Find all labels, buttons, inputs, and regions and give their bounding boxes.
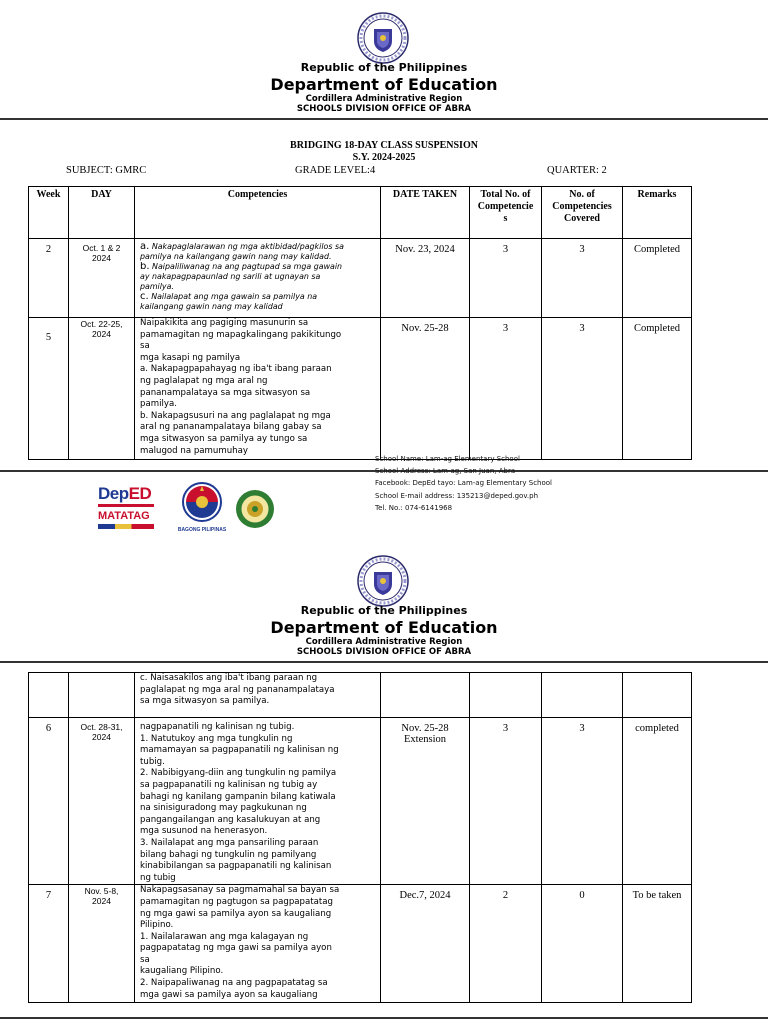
table-row: [29, 239, 692, 318]
total-competencies-cell: [470, 673, 542, 718]
header-total-competencies: Total No. of Competencie s: [470, 187, 542, 239]
date-taken-cell: Dec.7, 2024: [381, 885, 470, 1003]
deped-seal-icon: [357, 555, 409, 607]
header-day: DAY: [69, 187, 135, 239]
division-text: SCHOOLS DIVISION OFFICE OF ABRA: [296, 647, 472, 657]
school-contact-block: [375, 453, 552, 514]
covered-competencies-cell: 0: [542, 885, 623, 1003]
school-email: School E-mail address: 135213@deped.gov.ph: [375, 491, 539, 500]
date-taken-cell: [381, 673, 470, 718]
week-cell: 5: [29, 318, 69, 460]
quarter-label: QUARTER: 2: [547, 165, 607, 176]
department-title: Department of Education: [270, 75, 498, 94]
table-row: [29, 673, 692, 718]
week-cell: 6: [29, 718, 69, 885]
total-competencies-cell: 3: [470, 718, 542, 885]
bagong-pilipinas-logo: BAGONG PILIPINAS: [176, 480, 232, 536]
document-title: BRIDGING 18-DAY CLASS SUSPENSION: [290, 140, 478, 151]
region-text: Cordillera Administrative Region: [305, 637, 463, 647]
date-taken-cell: Nov. 25-28: [381, 318, 470, 460]
region-text: Cordillera Administrative Region: [305, 94, 463, 104]
school-tel: Tel. No.: 074-6141968: [375, 503, 453, 512]
remarks-cell: Completed: [623, 239, 692, 318]
day-cell: Oct. 22-25, 2024: [69, 318, 135, 460]
department-title: Department of Education: [270, 618, 498, 637]
division-text: SCHOOLS DIVISION OFFICE OF ABRA: [296, 104, 472, 114]
competencies-cell: c. Naisasakilos ang iba't ibang paraan ng paglalapat ng mga aral ng pananampalataya sa mga sitwasyon sa pamilya.: [135, 673, 381, 718]
header-date-taken: DATE TAKEN: [381, 187, 470, 239]
school-address: School Address: Lam-ag, San Juan, Abra: [375, 467, 516, 476]
remarks-cell: Completed: [623, 318, 692, 460]
header-competencies: Competencies: [135, 187, 381, 239]
table-header-row: [29, 187, 692, 239]
school-facebook: Facebook: DepEd tayo: Lam-ag Elementary School: [375, 479, 552, 488]
day-cell: Oct. 1 & 2 2024: [69, 239, 135, 318]
deped-matatag-logo: DepED MATATAG: [98, 480, 160, 536]
subject-label: SUBJECT: GMRC: [66, 165, 147, 176]
header-remarks: Remarks: [623, 187, 692, 239]
bottom-divider: [0, 1017, 768, 1019]
total-competencies-cell: 3: [470, 318, 542, 460]
grade-level-label: GRADE LEVEL:4: [295, 165, 376, 176]
republic-text: Republic of the Philippines: [300, 604, 468, 617]
week-cell: [29, 673, 69, 718]
school-name: School Name: Lam-ag Elementary School: [375, 455, 520, 463]
competency-table-continued: [28, 672, 692, 1003]
day-cell: [69, 673, 135, 718]
remarks-cell: [623, 673, 692, 718]
date-taken-cell: Nov. 23, 2024: [381, 239, 470, 318]
republic-text: Republic of the Philippines: [300, 61, 468, 74]
covered-competencies-cell: 3: [542, 239, 623, 318]
header-week: Week: [29, 187, 69, 239]
competencies-cell: Nakapagsasanay sa pagmamahal sa bayan sa pamamagitan ng pagtugon sa pagpapatatag ng mga gawi sa pamilya ayon sa kaugaliang Pilipino. 1. Nailalarawan ang mga kalagayan ng pagpapatatag ng mga gawi sa pamilya ayon sa kaugaliang Pilipino. 2. Naipapaliwanag na ang pagpapatatag sa mga gawi sa pamilya ayon sa kaugaliang: [135, 885, 381, 1003]
competency-table: [28, 186, 692, 460]
header-competencies-covered: No. of Competencies Covered: [542, 187, 623, 239]
covered-competencies-cell: [542, 673, 623, 718]
total-competencies-cell: 3: [470, 239, 542, 318]
remarks-cell: completed: [623, 718, 692, 885]
school-seal-icon: [234, 489, 276, 529]
table-row: [29, 885, 692, 1003]
remarks-cell: To be taken: [623, 885, 692, 1003]
table-row: [29, 718, 692, 885]
total-competencies-cell: 2: [470, 885, 542, 1003]
day-cell: Oct. 28-31, 2024: [69, 718, 135, 885]
table-row: [29, 318, 692, 460]
deped-seal-icon: [357, 12, 409, 64]
school-year: S.Y. 2024-2025: [352, 152, 416, 163]
competencies-cell: Naipakikita ang pagiging masunurin sa pamamagitan ng mapagkalingang pakikitungo sa mga kasapi ng pamilya a. Nakapagpapahayag ng iba't ibang paraan ng paglalapat ng mga aral ng pananampalataya sa mga sitwasyon sa pamilya. b. Nakapagsusuri na ang paglalapat ng mga aral ng pananampalataya bilang gabay sa mga sitwasyon sa pamilya ay tungo sa malugod na pamumuhay: [135, 318, 381, 460]
header-divider: [0, 661, 768, 663]
competencies-cell: nagpapanatili ng kalinisan ng tubig. 1. Natutukoy ang mga tungkulin ng mamamayan sa pagpapanatili ng kalinisan ng tubig. 2. Nabibigyang-diin ang tungkulin ng pamilya sa pagpapanatili ng kalinisan ng tubig ay bahagi ng kanilang gampanin bilang katiwala na sinisiguradong may pagkukunan ng pangangailangan ang kasalukuyan at ang mga susunod na henerasyon. 3. Nailalapat ang mga pansariling paraan bilang bahagi ng tungkulin ng pamilyang kinabibilangan sa pagpapanatili ng kalinisan ng tubig: [135, 718, 381, 885]
week-cell: 7: [29, 885, 69, 1003]
day-cell: Nov. 5-8, 2024: [69, 885, 135, 1003]
week-cell: 2: [29, 239, 69, 318]
covered-competencies-cell: 3: [542, 718, 623, 885]
date-taken-cell: Nov. 25-28 Extension: [381, 718, 470, 885]
covered-competencies-cell: 3: [542, 318, 623, 460]
bagong-pilipinas-icon: [176, 480, 228, 524]
competencies-cell: a. Nakapaglalarawan ng mga aktibidad/pagkilos sa pamilya na kailangang gawin nang may kalidad. b. Naipaliliwanag na ang pagtupad sa mga gawain ay nakapagpapaunlad ng sarili at ugnayan sa pamilya. c. Nailalapat ang mga gawain sa pamilya na kailangang gawin nang may kalidad: [135, 239, 381, 318]
header-divider: [0, 118, 768, 120]
